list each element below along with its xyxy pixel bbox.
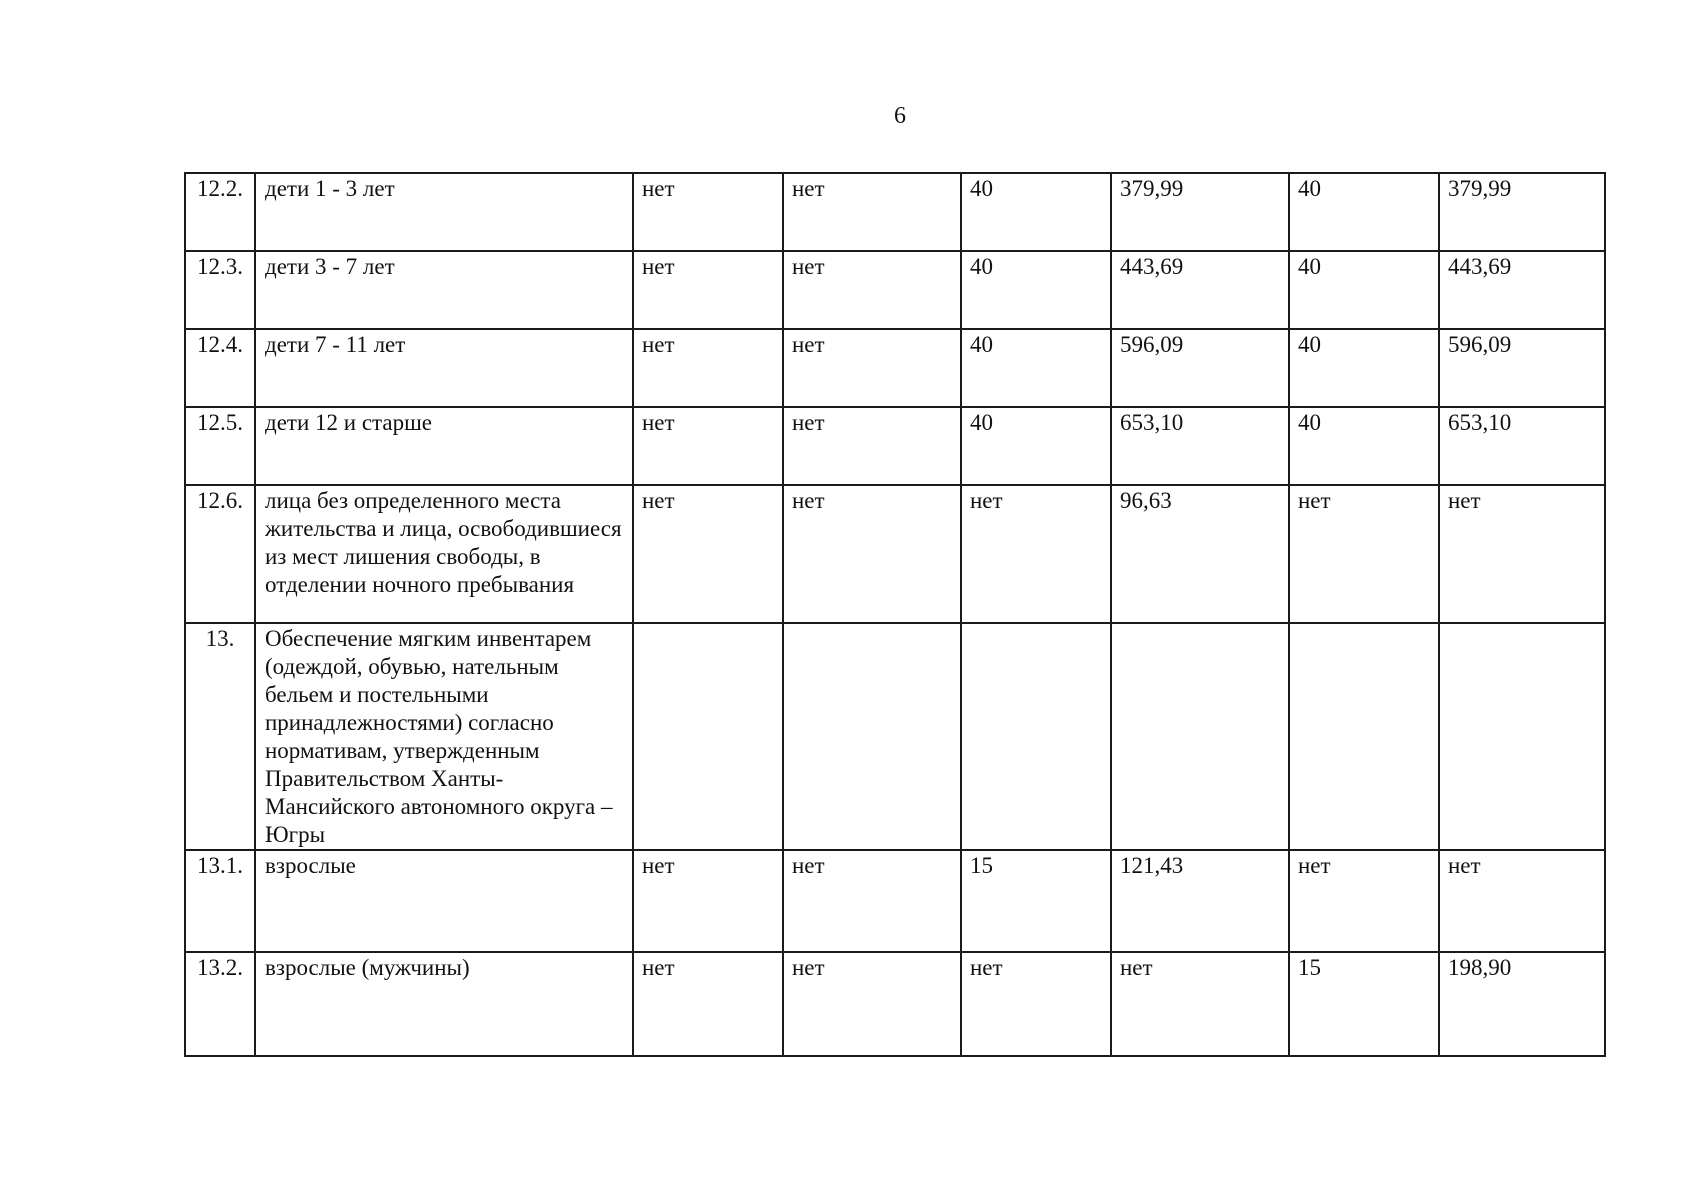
table-cell: 40 bbox=[1289, 251, 1439, 329]
table-cell: нет bbox=[633, 850, 783, 952]
table-row bbox=[185, 329, 1605, 407]
table-cell: 40 bbox=[1289, 329, 1439, 407]
table-cell: нет bbox=[633, 251, 783, 329]
table-cell: нет bbox=[1439, 850, 1605, 952]
row-description: дети 3 - 7 лет bbox=[255, 251, 633, 329]
table-cell: нет bbox=[783, 329, 961, 407]
table-cell: 96,63 bbox=[1111, 485, 1289, 623]
table-cell: нет bbox=[1439, 485, 1605, 623]
table-cell bbox=[961, 623, 1111, 850]
table-cell: 379,99 bbox=[1111, 173, 1289, 251]
table-cell: нет bbox=[961, 485, 1111, 623]
row-number: 12.2. bbox=[185, 173, 255, 251]
table-cell: 443,69 bbox=[1111, 251, 1289, 329]
table-cell: нет bbox=[961, 952, 1111, 1056]
table-cell: нет bbox=[783, 850, 961, 952]
table-cell: нет bbox=[783, 952, 961, 1056]
row-number: 12.3. bbox=[185, 251, 255, 329]
table-cell bbox=[633, 623, 783, 850]
table-cell: нет bbox=[633, 173, 783, 251]
table-cell: нет bbox=[783, 407, 961, 485]
row-number: 12.4. bbox=[185, 329, 255, 407]
table-cell: 15 bbox=[1289, 952, 1439, 1056]
table-cell: 443,69 bbox=[1439, 251, 1605, 329]
row-description: дети 12 и старше bbox=[255, 407, 633, 485]
table-cell: 121,43 bbox=[1111, 850, 1289, 952]
table-cell: нет bbox=[783, 251, 961, 329]
row-description: дети 1 - 3 лет bbox=[255, 173, 633, 251]
table-cell: 40 bbox=[961, 407, 1111, 485]
table-cell: нет bbox=[783, 173, 961, 251]
row-description: взрослые (мужчины) bbox=[255, 952, 633, 1056]
table-cell: 40 bbox=[961, 251, 1111, 329]
tariff-table bbox=[184, 172, 1606, 1057]
table-cell: 596,09 bbox=[1439, 329, 1605, 407]
row-description: лица без определенного места жительства и лица, освободившиеся из мест лишения свободы, в отделении ночного пребывания bbox=[255, 485, 633, 623]
table-cell: 40 bbox=[1289, 407, 1439, 485]
table-cell: нет bbox=[1289, 850, 1439, 952]
row-description: взрослые bbox=[255, 850, 633, 952]
table-cell: нет bbox=[633, 329, 783, 407]
table-cell: 40 bbox=[961, 329, 1111, 407]
table-cell: 198,90 bbox=[1439, 952, 1605, 1056]
table-row bbox=[185, 850, 1605, 952]
table-cell: нет bbox=[1289, 485, 1439, 623]
table-cell: нет bbox=[1111, 952, 1289, 1056]
table-cell: нет bbox=[633, 407, 783, 485]
row-description: Обеспечение мягким инвентарем (одеждой, обувью, нательным бельем и постельными принадлежностями) согласно нормативам, утвержденным Правительством Ханты-Мансийского автономного округа – Югры bbox=[255, 623, 633, 850]
row-number: 13. bbox=[185, 623, 255, 850]
table-row bbox=[185, 952, 1605, 1056]
table-row bbox=[185, 485, 1605, 623]
row-description: дети 7 - 11 лет bbox=[255, 329, 633, 407]
table-cell bbox=[1289, 623, 1439, 850]
table-row bbox=[185, 251, 1605, 329]
table-cell: нет bbox=[783, 485, 961, 623]
table-cell: 40 bbox=[1289, 173, 1439, 251]
table-row bbox=[185, 623, 1605, 850]
table-cell: 653,10 bbox=[1439, 407, 1605, 485]
row-number: 13.2. bbox=[185, 952, 255, 1056]
table-cell: нет bbox=[633, 485, 783, 623]
table-cell: нет bbox=[633, 952, 783, 1056]
row-number: 12.6. bbox=[185, 485, 255, 623]
table-cell bbox=[783, 623, 961, 850]
table-row bbox=[185, 173, 1605, 251]
table-cell bbox=[1439, 623, 1605, 850]
table-row bbox=[185, 407, 1605, 485]
page-number: 6 bbox=[894, 103, 906, 129]
table-cell bbox=[1111, 623, 1289, 850]
row-number: 13.1. bbox=[185, 850, 255, 952]
row-number: 12.5. bbox=[185, 407, 255, 485]
table-cell: 596,09 bbox=[1111, 329, 1289, 407]
table-cell: 40 bbox=[961, 173, 1111, 251]
table-cell: 379,99 bbox=[1439, 173, 1605, 251]
table-cell: 15 bbox=[961, 850, 1111, 952]
table-cell: 653,10 bbox=[1111, 407, 1289, 485]
